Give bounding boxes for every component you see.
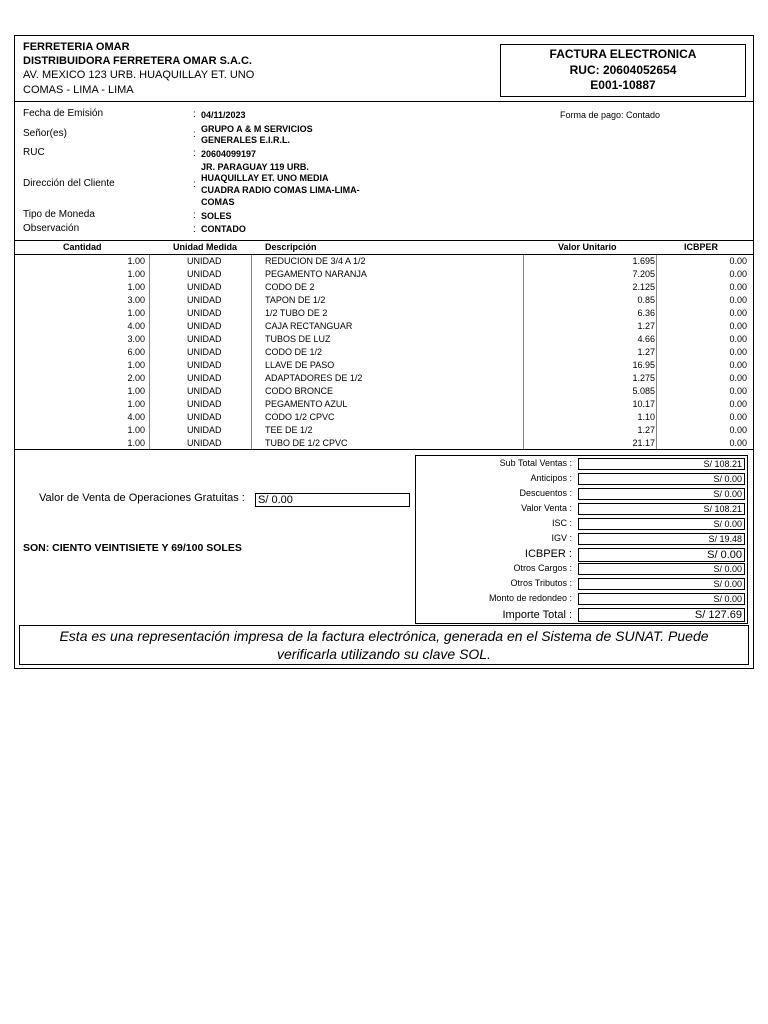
total-label: Descuentos : (519, 488, 572, 498)
cell-unidad: UNIDAD (187, 295, 222, 305)
colon: : (193, 224, 196, 235)
moneda-label: Tipo de Moneda (23, 209, 95, 220)
table-row (15, 294, 753, 307)
senor-value-2: GENERALES E.I.R.L. (201, 135, 291, 145)
gratuitas-label: Valor de Venta de Operaciones Gratuitas : (39, 492, 245, 504)
cell-valor-unitario: 6.36 (637, 308, 655, 318)
total-value: S/ 19.48 (578, 533, 745, 545)
total-value: S/ 108.21 (578, 458, 745, 470)
direccion-value-3: CUADRA RADIO COMAS LIMA-LIMA- (201, 185, 360, 195)
table-row (15, 333, 753, 346)
cell-valor-unitario: 1.27 (637, 347, 655, 357)
total-value: S/ 0.00 (578, 593, 745, 605)
cell-valor-unitario: 1.27 (637, 321, 655, 331)
table-row (15, 372, 753, 385)
cell-unidad: UNIDAD (187, 347, 222, 357)
cell-descripcion: REDUCION DE 3/4 A 1/2 (265, 256, 366, 266)
table-row (15, 346, 753, 359)
sunat-notice-line-2: verificarla utilizando su clave SOL. (277, 646, 491, 662)
cell-icbper: 0.00 (729, 438, 747, 448)
cell-icbper: 0.00 (729, 295, 747, 305)
cell-icbper: 0.00 (729, 347, 747, 357)
cell-descripcion: TEE DE 1/2 (265, 425, 313, 435)
cell-unidad: UNIDAD (187, 360, 222, 370)
invoice-type: FACTURA ELECTRONICA (549, 47, 697, 61)
table-row (15, 268, 753, 281)
colon: : (193, 129, 196, 140)
table-row (15, 424, 753, 437)
cell-valor-unitario: 1.27 (637, 425, 655, 435)
cell-unidad: UNIDAD (187, 256, 222, 266)
cell-descripcion: CODO 1/2 CPVC (265, 412, 335, 422)
total-value: S/ 0.00 (578, 518, 745, 530)
table-row (15, 255, 753, 268)
cell-cantidad: 1.00 (127, 269, 145, 279)
cell-descripcion: TAPON DE 1/2 (265, 295, 326, 305)
cell-unidad: UNIDAD (187, 438, 222, 448)
total-value: S/ 0.00 (578, 548, 745, 562)
cell-descripcion: CODO BRONCE (265, 386, 334, 396)
cell-descripcion: TUBO DE 1/2 CPVC (265, 438, 348, 448)
cell-unidad: UNIDAD (187, 399, 222, 409)
col-header-valor-unitario: Valor Unitario (558, 242, 617, 252)
cell-unidad: UNIDAD (187, 321, 222, 331)
observacion-label: Observación (23, 223, 80, 234)
cell-valor-unitario: 21.17 (632, 438, 655, 448)
amount-in-words: SON: CIENTO VEINTISIETE Y 69/100 SOLES (23, 542, 242, 554)
total-value: S/ 0.00 (578, 473, 745, 485)
divider (15, 449, 753, 450)
invoice-number: E001-10887 (590, 78, 656, 92)
company-address: AV. MEXICO 123 URB. HUAQUILLAY ET. UNO (23, 69, 255, 81)
colon: : (193, 210, 196, 221)
cell-icbper: 0.00 (729, 282, 747, 292)
totals-box (415, 455, 748, 624)
cell-descripcion: PEGAMENTO AZUL (265, 399, 348, 409)
forma-pago: Forma de pago: Contado (560, 110, 661, 120)
cell-valor-unitario: 0.85 (637, 295, 655, 305)
cell-unidad: UNIDAD (187, 269, 222, 279)
observacion-value: CONTADO (201, 224, 246, 234)
cell-descripcion: LLAVE DE PASO (265, 360, 335, 370)
invoice-id-box (500, 44, 746, 97)
direccion-value-1: JR. PARAGUAY 119 URB. (201, 162, 309, 172)
cell-icbper: 0.00 (729, 360, 747, 370)
cell-descripcion: CAJA RECTANGUAR (265, 321, 353, 331)
sunat-notice-line-1: Esta es una representación impresa de la factura electrónica, generada en el Sistema de SUNAT. Puede (59, 628, 709, 644)
gratuitas-value: S/ 0.00 (255, 493, 410, 507)
cell-icbper: 0.00 (729, 386, 747, 396)
cell-icbper: 0.00 (729, 373, 747, 383)
cell-descripcion: PEGAMENTO NARANJA (265, 269, 367, 279)
cell-valor-unitario: 4.66 (637, 334, 655, 344)
total-value: S/ 108.21 (578, 503, 745, 515)
fecha-value: 04/11/2023 (201, 110, 246, 120)
total-label: IGV : (551, 533, 572, 543)
table-row (15, 359, 753, 372)
cell-icbper: 0.00 (729, 269, 747, 279)
table-row (15, 281, 753, 294)
cell-unidad: UNIDAD (187, 425, 222, 435)
cell-descripcion: CODO DE 1/2 (265, 347, 323, 357)
moneda-value: SOLES (201, 211, 232, 221)
cell-icbper: 0.00 (729, 412, 747, 422)
cell-descripcion: ADAPTADORES DE 1/2 (265, 373, 363, 383)
table-row (15, 307, 753, 320)
cell-icbper: 0.00 (729, 256, 747, 266)
senor-label: Señor(es) (23, 128, 67, 139)
cell-valor-unitario: 16.95 (632, 360, 655, 370)
divider (15, 240, 753, 241)
total-label: Monto de redondeo : (488, 593, 572, 603)
cell-icbper: 0.00 (729, 399, 747, 409)
col-header-cantidad: Cantidad (63, 242, 102, 252)
cell-valor-unitario: 5.085 (632, 386, 655, 396)
cell-cantidad: 1.00 (127, 386, 145, 396)
cell-valor-unitario: 1.275 (632, 373, 655, 383)
total-value: S/ 0.00 (578, 488, 745, 500)
cell-descripcion: TUBOS DE LUZ (265, 334, 331, 344)
total-value: S/ 0.00 (578, 578, 745, 590)
cell-unidad: UNIDAD (187, 282, 222, 292)
invoice-document (14, 35, 754, 669)
cell-icbper: 0.00 (729, 334, 747, 344)
cell-unidad: UNIDAD (187, 334, 222, 344)
cell-cantidad: 3.00 (127, 295, 145, 305)
company-legal-name: DISTRIBUIDORA FERRETERA OMAR S.A.C. (23, 55, 252, 67)
direccion-label: Dirección del Cliente (23, 178, 115, 189)
cell-icbper: 0.00 (729, 308, 747, 318)
cell-cantidad: 3.00 (127, 334, 145, 344)
cell-cantidad: 6.00 (127, 347, 145, 357)
ruc-value: 20604099197 (201, 149, 257, 159)
total-value: S/ 0.00 (578, 563, 745, 575)
direccion-value-4: COMAS (201, 197, 235, 207)
cell-valor-unitario: 1.10 (637, 412, 655, 422)
cell-unidad: UNIDAD (187, 308, 222, 318)
total-label: ICBPER : (524, 548, 572, 560)
col-header-icbper: ICBPER (684, 242, 719, 252)
cell-icbper: 0.00 (729, 425, 747, 435)
total-label: Sub Total Ventas : (499, 458, 572, 468)
colon: : (193, 148, 196, 159)
company-name: FERRETERIA OMAR (23, 41, 130, 53)
cell-cantidad: 1.00 (127, 282, 145, 292)
cell-descripcion: 1/2 TUBO DE 2 (265, 308, 328, 318)
total-label: ISC : (551, 518, 572, 528)
cell-valor-unitario: 2.125 (632, 282, 655, 292)
divider (15, 101, 753, 102)
colon: : (193, 109, 196, 120)
total-label: Otros Tributos : (510, 578, 572, 588)
table-row (15, 398, 753, 411)
total-label: Anticipos : (530, 473, 572, 483)
table-row (15, 385, 753, 398)
col-header-unidad: Unidad Medida (173, 242, 238, 252)
cell-cantidad: 1.00 (127, 308, 145, 318)
cell-valor-unitario: 1.695 (632, 256, 655, 266)
cell-icbper: 0.00 (729, 321, 747, 331)
invoice-ruc: RUC: 20604052654 (569, 62, 677, 77)
cell-unidad: UNIDAD (187, 412, 222, 422)
cell-valor-unitario: 10.17 (632, 399, 655, 409)
cell-cantidad: 1.00 (127, 425, 145, 435)
cell-cantidad: 1.00 (127, 256, 145, 266)
cell-cantidad: 2.00 (127, 373, 145, 383)
cell-unidad: UNIDAD (187, 386, 222, 396)
cell-cantidad: 1.00 (127, 360, 145, 370)
cell-unidad: UNIDAD (187, 373, 222, 383)
table-row (15, 320, 753, 333)
total-value: S/ 127.69 (578, 608, 745, 622)
total-label: Importe Total : (502, 609, 572, 621)
cell-descripcion: CODO DE 2 (265, 282, 315, 292)
company-city: COMAS - LIMA - LIMA (23, 84, 134, 96)
senor-value-1: GRUPO A & M SERVICIOS (201, 124, 313, 134)
fecha-label: Fecha de Emisión (23, 108, 104, 119)
col-header-descripcion: Descripción (265, 242, 317, 252)
cell-cantidad: 4.00 (127, 412, 145, 422)
direccion-value-2: HUAQUILLAY ET. UNO MEDIA (201, 173, 329, 183)
total-label: Otros Cargos : (513, 563, 572, 573)
table-row (15, 411, 753, 424)
ruc-label: RUC (23, 147, 45, 158)
cell-cantidad: 1.00 (127, 438, 145, 448)
colon: : (193, 179, 196, 190)
cell-cantidad: 4.00 (127, 321, 145, 331)
total-label: Valor Venta : (521, 503, 572, 513)
sunat-notice (19, 625, 749, 665)
cell-valor-unitario: 7.205 (632, 269, 655, 279)
cell-cantidad: 1.00 (127, 399, 145, 409)
